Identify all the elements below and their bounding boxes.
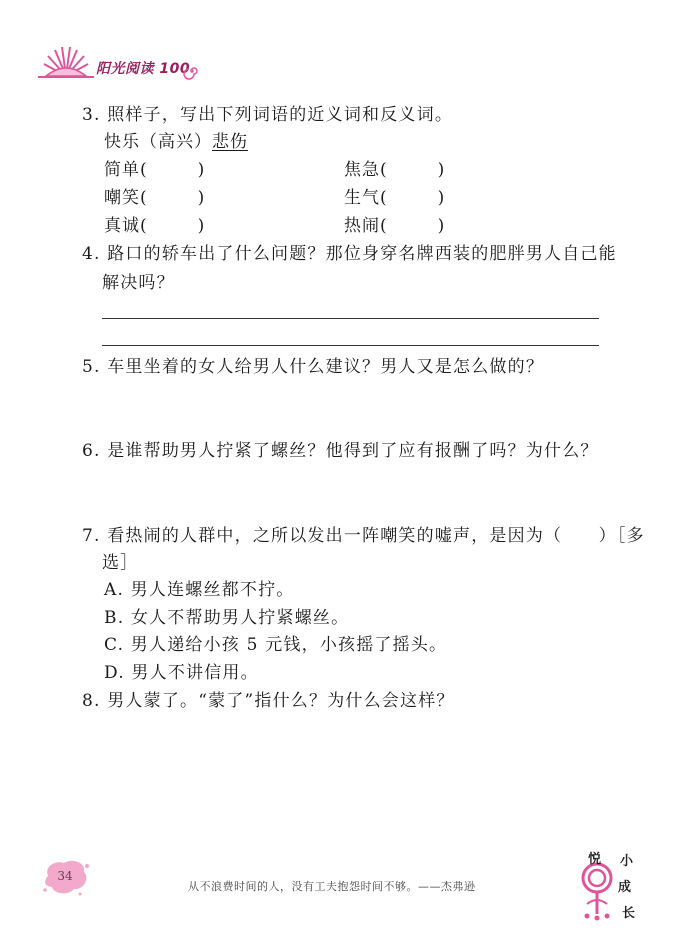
q3-word: 嘲笑	[104, 188, 140, 208]
q3-item-chaoxiao[interactable]: 嘲笑( )	[104, 188, 206, 208]
footer-quote: 从不浪费时间的人，没有工夫抱怨时间不够。——杰弗逊	[188, 880, 476, 893]
q7-option-b[interactable]: B. 女人不帮助男人拧紧螺丝。	[104, 608, 350, 628]
brand-title: 阳光阅读 100	[96, 61, 191, 77]
logo-word-1: 悦	[588, 852, 602, 867]
header-swirl-icon	[183, 62, 201, 80]
growth-logo-icon	[575, 848, 650, 928]
q3-example	[104, 131, 248, 153]
q4-line2: 解决吗？	[102, 273, 175, 293]
q3-item-jiandan[interactable]: 简单( )	[104, 160, 206, 180]
q5-text: 5. 车里坐着的女人给男人什么建议？男人又是怎么做的？	[82, 357, 545, 377]
q3-word: 生气	[344, 188, 380, 208]
q7-option-d[interactable]: D. 男人不讲信用。	[104, 663, 259, 683]
q3-item-zhencheng[interactable]: 真诚( )	[104, 216, 206, 236]
q3-example-prefix: 快乐（高兴）	[104, 132, 212, 152]
q6-text: 6. 是谁帮助男人拧紧了螺丝？他得到了应有报酬了吗？为什么？	[82, 441, 599, 461]
q3-item-shengqi[interactable]: 生气( )	[344, 188, 446, 208]
q7-line2: 选］	[102, 553, 139, 573]
q4-answer-line-2[interactable]	[102, 345, 599, 346]
q6-answer-area[interactable]	[102, 468, 599, 518]
q8-answer-area[interactable]	[102, 718, 599, 838]
q4-answer-line-1[interactable]	[102, 318, 599, 319]
q3-example-answer: 悲伤	[212, 132, 248, 152]
q5-answer-area[interactable]	[102, 384, 599, 434]
q3-word: 真诚	[104, 216, 140, 236]
q7-option-a[interactable]: A. 男人连螺丝都不拧。	[104, 580, 295, 600]
page-number: 34	[57, 869, 73, 883]
q3-word: 简单	[104, 160, 140, 180]
q3-title: 3. 照样子，写出下列词语的近义词和反义词。	[82, 105, 454, 125]
q8-text: 8. 男人蒙了。“蒙了”指什么？为什么会这样？	[82, 691, 455, 711]
q3-item-renao[interactable]: 热闹( )	[344, 216, 446, 236]
q7-option-c[interactable]: C. 男人递给小孩 5 元钱，小孩摇了摇头。	[104, 635, 448, 655]
q3-item-jiaoji[interactable]: 焦急( )	[344, 160, 446, 180]
q7-line1: 7. 看热闹的人群中，之所以发出一阵嘲笑的嘘声，是因为（ ）［多	[82, 526, 645, 546]
q3-word: 焦急	[344, 160, 380, 180]
logo-word-4: 长	[622, 906, 636, 921]
logo-word-3: 成	[618, 880, 632, 895]
q4-line1: 4. 路口的轿车出了什么问题？那位身穿名牌西装的肥胖男人自己能	[82, 244, 617, 264]
logo-word-2: 小	[620, 854, 634, 869]
q3-word: 热闹	[344, 216, 380, 236]
header-fan-icon	[36, 42, 96, 82]
